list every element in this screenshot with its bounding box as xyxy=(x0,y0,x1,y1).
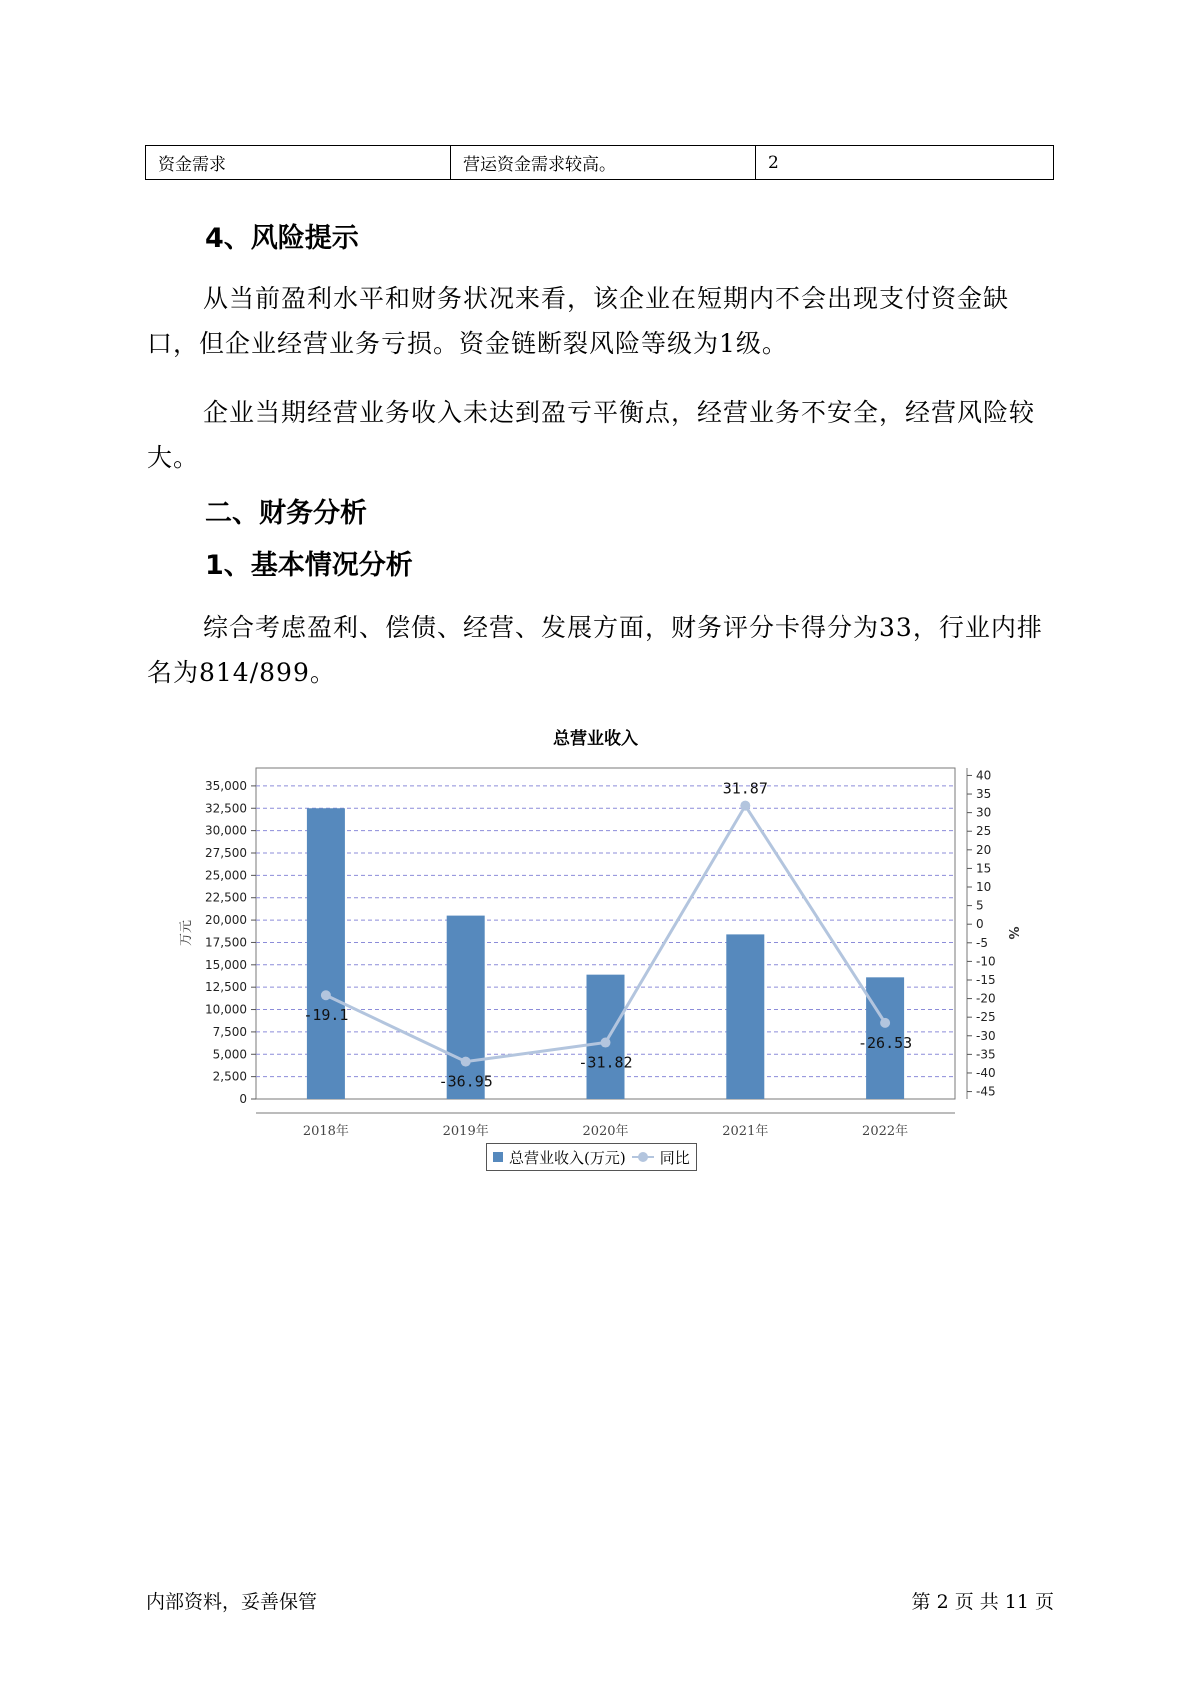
basic-analysis-heading: 1、基本情况分析 xyxy=(205,550,413,581)
y-right-tick-label: 25 xyxy=(976,824,992,839)
y-axis-label: 万元 xyxy=(179,919,194,947)
y-right-tick-label: 35 xyxy=(976,787,992,802)
y-tick-label: 27,500 xyxy=(205,845,247,860)
y-tick-label: 0 xyxy=(239,1092,247,1106)
table-cell-item: 资金需求 xyxy=(146,146,451,180)
data-label: 31.87 xyxy=(722,779,768,798)
footer-note: 内部资料，妥善保管 xyxy=(146,1591,318,1613)
legend-bar-swatch xyxy=(493,1152,503,1162)
y-right-tick-label: -45 xyxy=(976,1084,996,1099)
risk-paragraph-2: 企业当期经营业务收入未达到盈亏平衡点，经营业务不安全，经营风险较大。 xyxy=(147,398,1036,472)
x-tick-label: 2019年 xyxy=(442,1124,489,1139)
data-label: -26.53 xyxy=(858,1033,913,1052)
y-right-tick-label: -35 xyxy=(976,1047,996,1062)
y-tick-label: 10,000 xyxy=(205,1002,247,1017)
y-tick-label: 22,500 xyxy=(205,890,247,905)
table-cell-description: 营运资金需求较高。 xyxy=(451,146,756,180)
y-right-tick-label: -20 xyxy=(976,991,996,1006)
data-label: -19.1 xyxy=(303,1006,349,1025)
risk-heading: 4、风险提示 xyxy=(205,223,359,254)
y-tick-label: 15,000 xyxy=(205,957,247,972)
y-right-tick-label: -40 xyxy=(976,1065,996,1080)
line-point xyxy=(321,990,331,1000)
y-right-tick-label: 0 xyxy=(976,917,984,932)
bar xyxy=(307,808,345,1099)
legend-line-label: 同比 xyxy=(659,1148,690,1167)
y-right-tick-label: 10 xyxy=(976,880,992,895)
x-tick-label: 2021年 xyxy=(722,1124,769,1139)
bar xyxy=(587,975,625,1099)
y-right-tick-label: -5 xyxy=(976,935,988,950)
legend-line-swatch xyxy=(632,1156,654,1158)
line-point xyxy=(461,1057,471,1067)
y-tick-label: 32,500 xyxy=(205,801,247,816)
data-label: -36.95 xyxy=(438,1072,493,1091)
finance-paragraph: 综合考虑盈利、偿债、经营、发展方面，财务评分卡得分为33，行业内排名为814/899。 xyxy=(147,613,1043,687)
finance-heading: 二、财务分析 xyxy=(205,498,367,529)
chart-title: 总营业收入 xyxy=(553,729,638,749)
y-right-tick-label: 30 xyxy=(976,805,992,820)
y-tick-label: 25,000 xyxy=(205,868,247,883)
y-right-axis-label: % xyxy=(1005,926,1020,940)
y-right-tick-label: -15 xyxy=(976,972,996,987)
line-point xyxy=(601,1038,611,1048)
x-tick-label: 2020年 xyxy=(582,1124,629,1139)
y-tick-label: 30,000 xyxy=(205,823,247,838)
y-right-tick-label: -10 xyxy=(976,954,996,969)
y-right-tick-label: 20 xyxy=(976,842,992,857)
y-right-tick-label: 15 xyxy=(976,861,992,876)
y-tick-label: 5,000 xyxy=(212,1047,247,1062)
page-number: 第 2 页 共 11 页 xyxy=(911,1591,1054,1613)
y-tick-label: 20,000 xyxy=(205,913,247,928)
line-point xyxy=(880,1018,890,1028)
y-tick-label: 17,500 xyxy=(205,935,247,950)
line-point xyxy=(740,801,750,811)
risk-paragraph-1: 从当前盈利水平和财务状况来看，该企业在短期内不会出现支付资金缺口，但企业经营业务亏损。资金链断裂风险等级为1级。 xyxy=(147,284,1010,358)
y-right-tick-label: 40 xyxy=(976,768,992,783)
x-tick-label: 2018年 xyxy=(302,1124,349,1139)
y-right-tick-label: 5 xyxy=(976,898,984,913)
table-cell-level: 2 xyxy=(756,146,1054,180)
y-tick-label: 35,000 xyxy=(205,778,247,793)
legend-bar-label: 总营业收入(万元) xyxy=(509,1148,626,1167)
y-right-tick-label: -25 xyxy=(976,1010,996,1025)
chart-legend xyxy=(486,1143,697,1171)
y-tick-label: 7,500 xyxy=(212,1024,247,1039)
y-tick-label: 2,500 xyxy=(212,1069,247,1084)
data-label: -31.82 xyxy=(578,1053,633,1072)
y-tick-label: 12,500 xyxy=(205,980,247,995)
y-right-tick-label: -30 xyxy=(976,1028,996,1043)
x-tick-label: 2022年 xyxy=(862,1124,909,1139)
bar xyxy=(447,916,485,1099)
bar xyxy=(726,934,764,1099)
